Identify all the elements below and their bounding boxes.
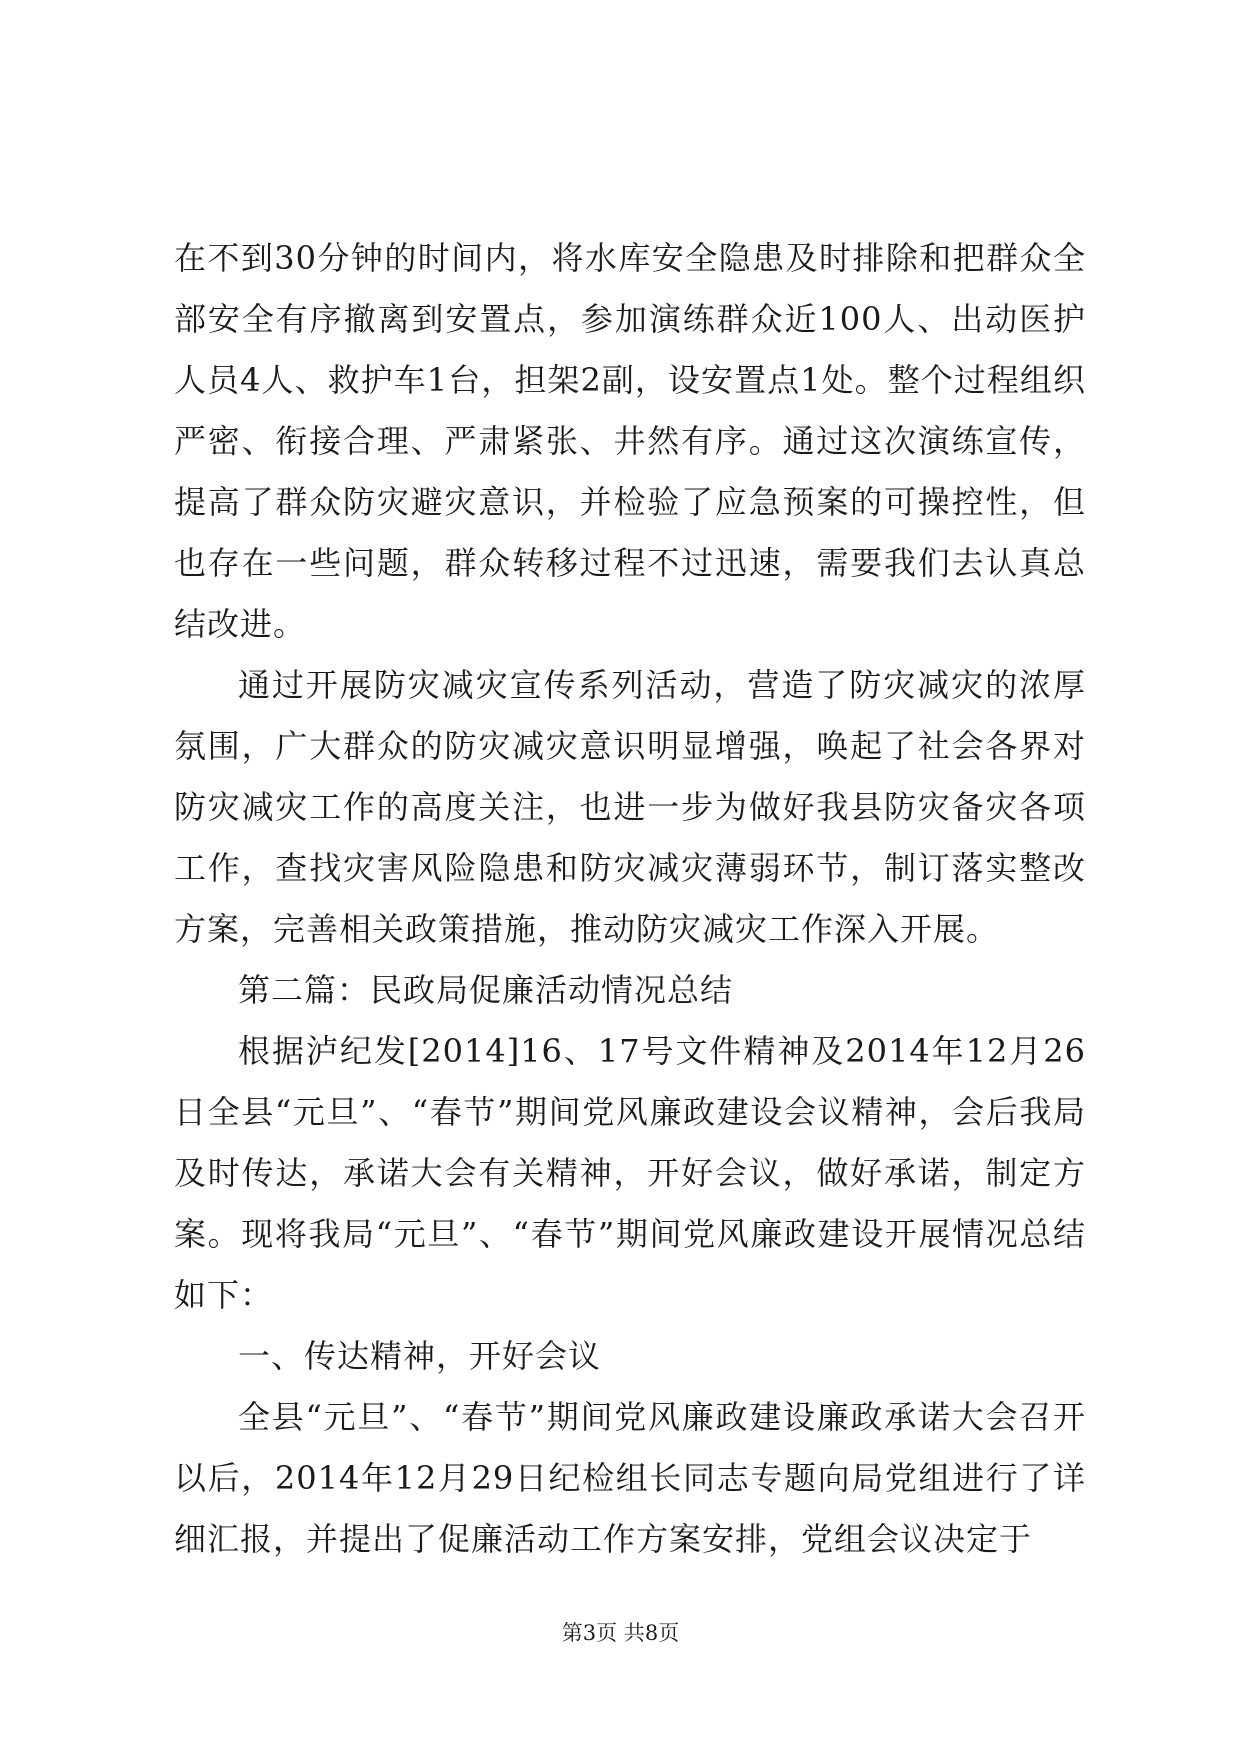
paragraph-basis: 根据泸纪发[2014]16、17号文件精神及2014年12月26日全县“元旦”、“春节”期间党风廉政建设会议精神，会后我局及时传达，承诺大会有关精神，开好会议，做好承诺，制定方案。现将我局“元旦”、“春节”期间党风廉政建设开展情况总结如下： — [174, 1032, 1086, 1314]
paragraph-drill-summary: 在不到30分钟的时间内，将水库安全隐患及时排除和把群众全部安全有序撤离到安置点，参加演练群众近100人、出动医护人员4人、救护车1台，担架2副，设安置点1处。整个过程组织严密、衔接合理、严肃紧张、井然有序。通过这次演练宣传，提高了群众防灾避灾意识，并检验了应急预案的可操控性，但也存在一些问题，群众转移过程不过迅速，需要我们去认真总结改进。 — [174, 239, 1086, 643]
paragraph-meeting-report: 全县“元旦”、“春节”期间党风廉政建设廉政承诺大会召开以后，2014年12月29日纪检组长同志专题向局党组进行了详细汇报，并提出了促廉活动工作方案安排，党组会议决定于 — [174, 1398, 1086, 1558]
document-body — [174, 228, 1086, 1570]
page-number-footer: 第3页 共8页 — [561, 1621, 680, 1645]
subheading-convey-spirit: 一、传达精神，开好会议 — [238, 1337, 602, 1375]
section-heading-part-two: 第二篇：民政局促廉活动情况总结 — [238, 971, 734, 1009]
paragraph-publicity-results: 通过开展防灾减灾宣传系列活动，营造了防灾减灾的浓厚氛围，广大群众的防灾减灾意识明显增强，唤起了社会各界对防灾减灾工作的高度关注，也进一步为做好我县防灾备灾各项工作，查找灾害风险隐患和防灾减灾薄弱环节，制订落实整改方案，完善相关政策措施，推动防灾减灾工作深入开展。 — [174, 666, 1086, 948]
